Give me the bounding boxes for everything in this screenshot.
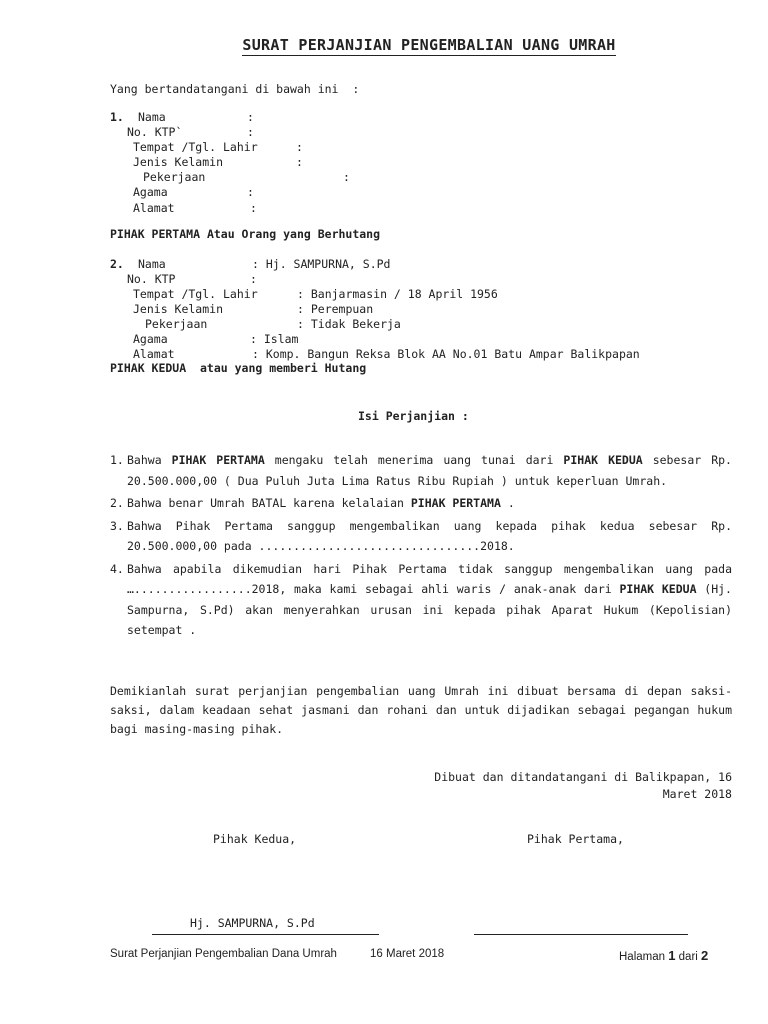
party1-agama-colon: :: [247, 185, 254, 199]
sign-right-label: Pihak Pertama,: [527, 832, 624, 846]
agreement-item: 2. Bahwa benar Umrah BATAL karena kelalaian PIHAK PERTAMA .: [110, 493, 732, 514]
agreement-item: 4. Bahwa apabila dikemudian hari Pihak Pertama tidak sanggup mengembalikan uang pada ….................2018, maka kami sebagai ahli waris / anak-anak dari PIHAK KEDUA (Hj. Sampurna, S.Pd) akan menyerahkan urusan ini kepada pihak Aparat Hukum (Kepolisian) setempat .: [110, 559, 732, 641]
place-date-line1: Dibuat dan ditandatangani di Balikpapan, 16: [434, 770, 732, 784]
party2-ktp-value: :: [250, 272, 257, 286]
party2-jk-label: Jenis Kelamin: [133, 302, 224, 316]
party1-pekerjaan-colon: :: [343, 170, 350, 184]
party1-nama-label: Nama: [138, 110, 166, 124]
party2-alamat-label: Alamat: [133, 347, 175, 361]
agreement-item: 3. Bahwa Pihak Pertama sanggup mengembalikan uang kepada pihak kedua sebesar Rp. 20.500.000,00 pada ................................2018.: [110, 516, 732, 557]
closing-paragraph: Demikianlah surat perjanjian pengembalian uang Umrah ini dibuat bersama di depan saksi-saksi, dalam keadaan sehat jasmani dan rohani dan untuk dijadikan sebagai pegangan hukum bagi masing-masing pihak.: [110, 684, 732, 736]
item-number: 1.: [110, 453, 124, 467]
party1-agama-label: Agama: [133, 185, 168, 199]
document-title: SURAT PERJANJIAN PENGEMBALIAN UANG UMRAH: [242, 36, 616, 54]
party2-ktp-label: No. KTP: [127, 272, 176, 286]
intro-text: Yang bertandatangani di bawah ini :: [110, 82, 360, 96]
isi-heading: Isi Perjanjian :: [358, 409, 469, 423]
party2-ttl-label: Tempat /Tgl. Lahir: [133, 287, 258, 301]
party1-ktp-colon: :: [247, 125, 254, 139]
party2-nama-value: : Hj. SAMPURNA, S.Pd: [252, 257, 391, 271]
agreement-list: [110, 450, 732, 643]
place-date-line2: Maret 2018: [662, 787, 732, 801]
party1-ktp-label: No. KTP`: [127, 125, 183, 139]
party2-number: 2.: [110, 257, 124, 271]
item-number: 4.: [110, 561, 124, 576]
party1-alamat-colon: :: [250, 201, 257, 215]
party1-number: 1.: [110, 110, 124, 124]
party2-ttl-value: : Banjarmasin / 18 April 1956: [297, 287, 498, 301]
party1-ttl-colon: :: [296, 140, 303, 154]
party1-jk-colon: :: [296, 155, 303, 169]
party1-jk-label: Jenis Kelamin: [133, 155, 224, 169]
footer-date: 16 Maret 2018: [370, 948, 445, 960]
party2-agama-value: : Islam: [250, 332, 299, 346]
party2-jk-value: : Perempuan: [297, 302, 374, 316]
party2-agama-label: Agama: [133, 332, 168, 346]
sign-left-label: Pihak Kedua,: [213, 832, 297, 846]
party2-nama-label: Nama: [138, 257, 166, 271]
party2-pekerjaan-label: Pekerjaan: [145, 317, 208, 331]
party1-ttl-label: Tempat /Tgl. Lahir: [133, 140, 258, 154]
party1-role: PIHAK PERTAMA Atau Orang yang Berhutang: [110, 227, 381, 241]
party2-pekerjaan-value: : Tidak Bekerja: [297, 317, 401, 331]
sign-left-name: Hj. SAMPURNA, S.Pd: [190, 916, 315, 930]
agreement-item: 1. Bahwa PIHAK PERTAMA mengaku telah menerima uang tunai dari PIHAK KEDUA sebesar Rp. 20.500.000,00 ( Dua Puluh Juta Lima Ratus Ribu Rupiah ) untuk keperluan Umrah.: [110, 450, 732, 491]
sign-left-line: [152, 934, 379, 935]
party2-role: PIHAK KEDUA atau yang memberi Hutang: [110, 361, 367, 375]
footer-page: Halaman 1 dari 2: [619, 948, 709, 963]
sign-right-line: [474, 934, 688, 935]
party1-pekerjaan-label: Pekerjaan: [143, 170, 206, 184]
party1-alamat-label: Alamat: [133, 201, 175, 215]
item-number: 2.: [110, 496, 124, 510]
item-number: 3.: [110, 518, 124, 533]
party2-alamat-value: : Komp. Bangun Reksa Blok AA No.01 Batu Ampar Balikpapan: [252, 347, 640, 361]
party1-nama-colon: :: [247, 110, 254, 124]
footer-doc-title: Surat Perjanjian Pengembalian Dana Umrah: [110, 948, 337, 960]
